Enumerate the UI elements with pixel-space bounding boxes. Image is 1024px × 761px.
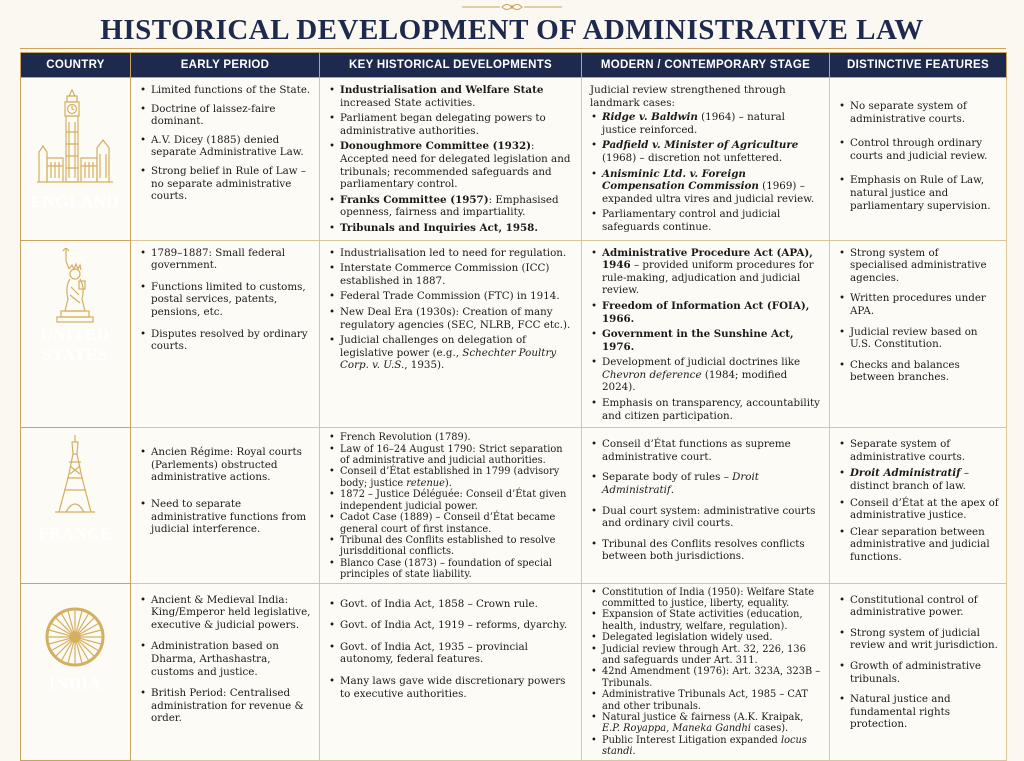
country-cell-england [21,78,131,241]
country-name-england: ENGLAND [30,192,120,211]
list-item: • Donoughmore Committee (1932): Accepted need for delegated legislation and tribunals; recommended safeguards and parliamentary control. [328,140,574,190]
list-item: • 1872 – Justice Déléguée: Conseil d’État given independent judicial power. [328,489,574,512]
modern-stage-cell [582,583,830,760]
country-name-india: INDIA [48,673,102,693]
list-item: • Ancient & Medieval India: King/Emperor held legislative, executive & judicial powers. [139,594,312,632]
list-item: • No separate system of administrative courts. [838,100,999,125]
list-item: • Clear separation between administrative and judicial functions. [838,526,999,564]
title-divider [20,48,1006,49]
modern-intro: Judicial review strengthened through landmark cases: [590,84,786,109]
table-row [21,583,1007,760]
list-item: • Conseil d’État established in 1799 (advisory body; justice retenue). [328,466,574,489]
list-item: • Tribunals and Inquiries Act, 1958. [328,222,574,235]
comparison-table [20,52,1007,761]
distinctive-features-cell [830,583,1007,760]
list-item: • Parliament began delegating powers to administrative authorities. [328,112,574,137]
distinctive-features-cell [830,428,1007,583]
list-item: • Separate body of rules – Droit Administratif. [590,471,822,496]
eiffel-tower-icon [35,434,115,516]
list-item: • Anisminic Ltd. v. Foreign Compensation Commission (1969) – expanded ultra vires and judicial review. [590,168,822,206]
table-row [21,78,1007,241]
header-key-developments: KEY HISTORICAL DEVELOPMENTS [320,53,582,78]
list-item: • Govt. of India Act, 1935 – provincial autonomy, federal features. [328,641,574,666]
country-cell-india [21,583,131,760]
early-period-cell [131,583,320,760]
list-item: • British Period: Centralised administration for revenue & order. [139,687,312,725]
list-item: • Expansion of State activities (education, health, industry, welfare, regulation). [590,609,822,632]
list-item: • Administrative Tribunals Act, 1985 – CAT and other tribunals. [590,689,822,712]
country-name-france: FRANCE [38,524,112,544]
list-item: • Control through ordinary courts and judicial review. [838,137,999,162]
list-item: • 42nd Amendment (1976): Art. 323A, 323B – Tribunals. [590,666,822,689]
title-ornament-icon [462,2,562,12]
list-item: • Ridge v. Baldwin (1964) – natural justice reinforced. [590,111,822,136]
list-item: • Conseil d’État at the apex of administrative justice. [838,497,999,522]
list-item: • Industrialisation and Welfare State increased State activities. [328,84,574,109]
list-item: • Emphasis on Rule of Law, natural justice and parliamentary supervision. [838,174,999,212]
distinctive-features-cell [830,240,1007,428]
modern-stage-cell [582,428,830,583]
country-cell-france [21,428,131,583]
early-period-cell [131,240,320,428]
list-item: • Cadot Case (1889) – Conseil d’État became general court of first instance. [328,512,574,535]
list-item: • Judicial challenges on delegation of legislative power (e.g., Schechter Poultry Corp. v. U.S., 1935). [328,334,574,372]
list-item: • Conseil d’État functions as supreme administrative court. [590,438,822,463]
table-row [21,428,1007,583]
modern-stage-cell [582,240,830,428]
table-row [21,240,1007,428]
country-cell-united-states [21,240,131,428]
list-item: • Interstate Commerce Commission (ICC) established in 1887. [328,262,574,287]
list-item: • Federal Trade Commission (FTC) in 1914. [328,290,574,303]
list-item: • Freedom of Information Act (FOIA), 1966. [590,300,822,325]
list-item: • Droit Administratif – distinct branch of law. [838,467,999,492]
key-developments-cell [320,78,582,241]
list-item: • Disputes resolved by ordinary courts. [139,328,312,353]
modern-stage-cell [582,78,830,241]
list-item: • Govt. of India Act, 1858 – Crown rule. [328,598,574,611]
key-developments-cell [320,583,582,760]
list-item: • Natural justice & fairness (A.K. Kraipak, E.P. Royappa, Maneka Gandhi cases). [590,712,822,735]
list-item: • Public Interest Litigation expanded locus standi. [590,735,822,758]
early-period-cell [131,78,320,241]
list-item: • Strong belief in Rule of Law – no separate administrative courts. [139,165,312,203]
table-header-row [21,53,1007,78]
header-early-period: EARLY PERIOD [131,53,320,78]
early-period-cell [131,428,320,583]
list-item: • Tribunal des Conflits resolves conflicts between both jurisdictions. [590,538,822,563]
key-developments-cell [320,428,582,583]
list-item: • Blanco Case (1873) – foundation of special principles of state liability. [328,558,574,581]
list-item: • Ancien Régime: Royal courts (Parlements) obstructed administrative actions. [139,446,312,484]
header-modern-stage: MODERN / CONTEMPORARY STAGE [582,53,830,78]
header-country: COUNTRY [21,53,131,78]
list-item: • Tribunal des Conflits established to resolve jurisdditional conflicts. [328,535,574,558]
ashoka-chakra-icon [43,604,107,670]
list-item: • Limited functions of the State. [139,84,312,97]
list-item: • Development of judicial doctrines like Chevron deference (1984; modified 2024). [590,356,822,394]
list-item: • Checks and balances between branches. [838,359,999,384]
distinctive-features-cell [830,78,1007,241]
list-item: • Padfield v. Minister of Agriculture (1968) – discretion not unfettered. [590,139,822,164]
header-distinctive-features: DISTINCTIVE FEATURES [830,53,1007,78]
list-item: • Separate system of administrative courts. [838,438,999,463]
list-item: • Administrative Procedure Act (APA), 1946 – provided uniform procedures for rule-making, adjudication and judicial review. [590,247,822,297]
list-item: • Constitution of India (1950): Welfare State committed to justice, liberty, equality. [590,587,822,610]
list-item: • Need to separate administrative functions from judicial interference. [139,498,312,536]
list-item: • Government in the Sunshine Act, 1976. [590,328,822,353]
list-item: • Delegated legislation widely used. [590,632,822,643]
list-item: • A.V. Dicey (1885) denied separate Administrative Law. [139,134,312,159]
list-item: • Strong system of specialised administrative agencies. [838,247,999,285]
list-item: • Strong system of judicial review and writ jurisdiction. [838,627,999,652]
list-item: • Functions limited to customs, postal services, patents, pensions, etc. [139,281,312,319]
list-item: • Many laws gave wide discretionary powers to executive authorities. [328,675,574,700]
list-item: • Law of 16–24 August 1790: Strict separation of administrative and judicial authorities. [328,444,574,467]
list-item: • Administration based on Dharma, Arthashastra, customs and justice. [139,640,312,678]
list-item: • Parliamentary control and judicial safeguards continue. [590,208,822,233]
list-item: • Judicial review based on U.S. Constitution. [838,326,999,351]
list-item: • Govt. of India Act, 1919 – reforms, dyarchy. [328,619,574,632]
list-item: • Emphasis on transparency, accountability and citizen participation. [590,397,822,422]
statue-of-liberty-icon [35,247,115,323]
list-item: • Growth of administrative tribunals. [838,660,999,685]
list-item: • Constitutional control of administrative power. [838,594,999,619]
list-item: • Natural justice and fundamental rights protection. [838,693,999,731]
list-item: • Doctrine of laissez-faire dominant. [139,103,312,128]
list-item: • Judicial review through Art. 32, 226, 136 and safeguards under Art. 311. [590,644,822,667]
list-item: • New Deal Era (1930s): Creation of many regulatory agencies (SEC, NLRB, FCC etc.). [328,306,574,331]
big-ben-parliament-icon [35,88,115,184]
list-item: • 1789–1887: Small federal government. [139,247,312,272]
list-item: • Industrialisation led to need for regulation. [328,247,574,260]
list-item: • Written procedures under APA. [838,292,999,317]
key-developments-cell [320,240,582,428]
list-item: • Franks Committee (1957): Emphasised openness, fairness and impartiality. [328,194,574,219]
country-name-united-states: UNITED STATES [40,324,110,364]
page-title: HISTORICAL DEVELOPMENT OF ADMINISTRATIVE LAW [100,14,924,46]
list-item: • Dual court system: administrative courts and ordinary civil courts. [590,505,822,530]
list-item: • French Revolution (1789). [328,432,574,443]
